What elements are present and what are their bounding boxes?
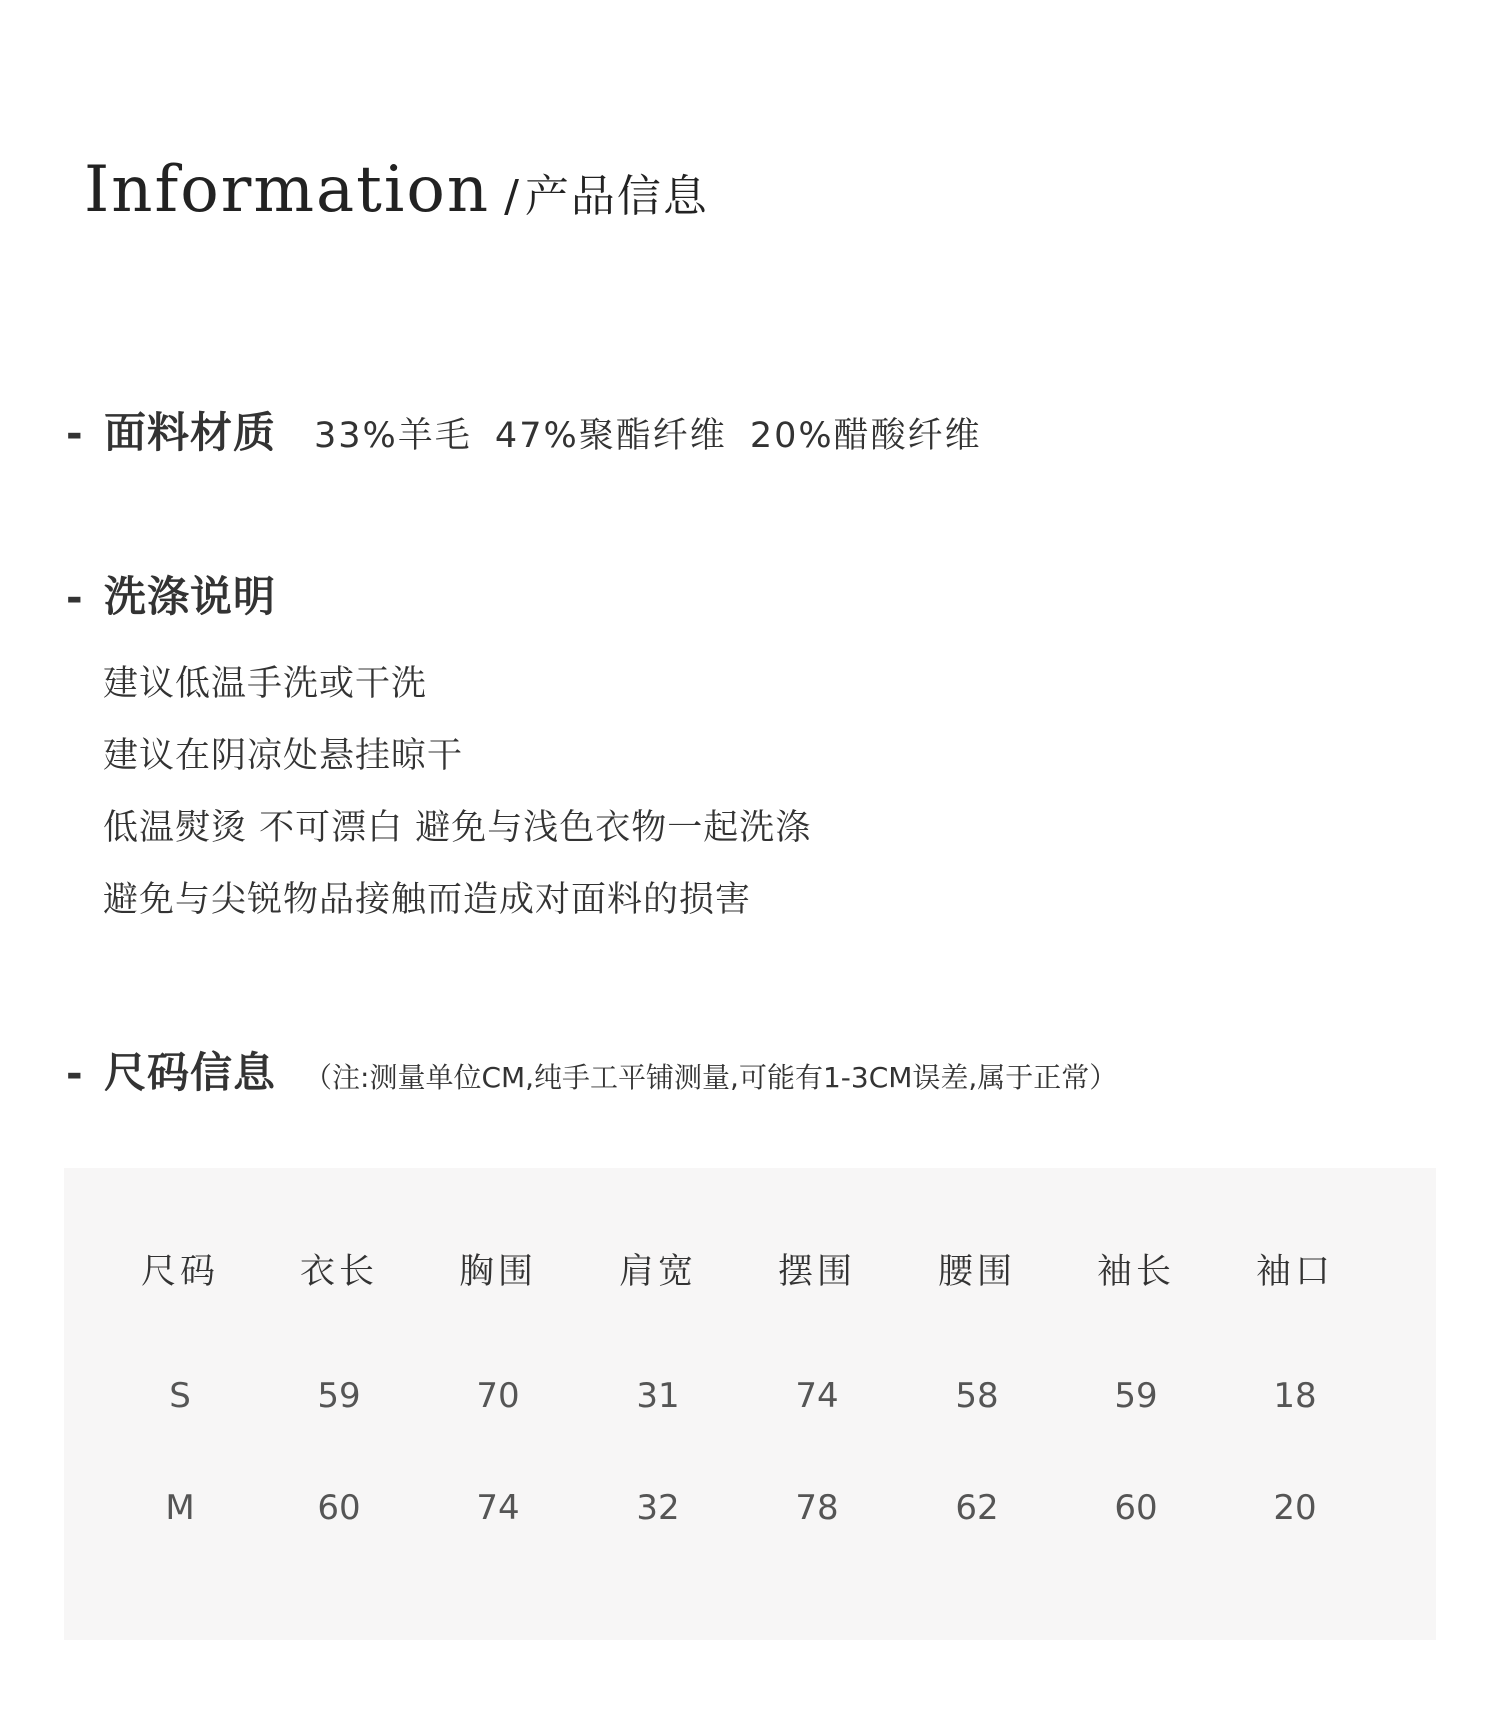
header-cell-waist: 腰围 — [937, 1252, 1016, 1292]
header-cell-length: 衣长 — [299, 1252, 378, 1292]
table-cell: 62 — [955, 1488, 999, 1528]
washing-instruction-item: 避免与尖锐物品接触而造成对面料的损害 — [103, 880, 752, 920]
header-cell-chest: 胸围 — [458, 1252, 537, 1292]
table-cell: 74 — [476, 1488, 520, 1528]
size-note: （注:测量单位CM,纯手工平铺测量,可能有1-3CM误差,属于正常） — [304, 1061, 1118, 1094]
table-cell: 60 — [317, 1488, 361, 1528]
header-cell-size: 尺码 — [140, 1252, 219, 1292]
table-cell: 59 — [1114, 1376, 1158, 1416]
table-cell: 59 — [317, 1376, 361, 1416]
dash-marker: - — [66, 575, 83, 621]
header-cell-hem: 摆围 — [777, 1252, 856, 1292]
size-section — [66, 1048, 1118, 1097]
table-cell: 78 — [795, 1488, 839, 1528]
table-cell: 32 — [636, 1488, 680, 1528]
washing-heading — [66, 572, 277, 621]
fabric-heading — [66, 408, 982, 457]
table-cell: 74 — [795, 1376, 839, 1416]
title-english: Information — [84, 153, 491, 227]
dash-marker: - — [66, 411, 83, 457]
table-cell: 58 — [955, 1376, 999, 1416]
table-cell: 60 — [1114, 1488, 1158, 1528]
fabric-section — [66, 408, 982, 457]
table-cell: 70 — [476, 1376, 520, 1416]
table-cell: S — [169, 1376, 191, 1416]
washing-section — [66, 572, 277, 621]
fabric-label: 面料材质 — [104, 408, 277, 457]
washing-instruction-item: 建议在阴凉处悬挂晾干 — [103, 736, 464, 776]
fabric-composition: 33%羊毛 47%聚酯纤维 20%醋酸纤维 — [314, 416, 982, 456]
table-cell: 20 — [1273, 1488, 1317, 1528]
size-heading — [66, 1048, 1118, 1097]
title-separator: / — [504, 171, 519, 222]
dash-marker: - — [66, 1051, 83, 1097]
washing-instructions — [103, 664, 811, 952]
table-cell: M — [165, 1488, 195, 1528]
washing-instruction-item: 建议低温手洗或干洗 — [103, 664, 428, 704]
header-cell-sleeve-length: 袖长 — [1096, 1252, 1175, 1292]
page-title — [84, 153, 709, 227]
table-cell: 31 — [636, 1376, 680, 1416]
table-cell: 18 — [1273, 1376, 1317, 1416]
size-label: 尺码信息 — [104, 1048, 277, 1097]
size-table — [64, 1168, 1436, 1640]
washing-instruction-item: 低温熨烫 不可漂白 避免与浅色衣物一起洗涤 — [103, 808, 812, 848]
title-chinese: 产品信息 — [524, 171, 709, 222]
washing-label: 洗涤说明 — [104, 572, 277, 621]
header-cell-cuff: 袖口 — [1255, 1252, 1334, 1292]
header-cell-shoulder: 肩宽 — [618, 1252, 697, 1292]
